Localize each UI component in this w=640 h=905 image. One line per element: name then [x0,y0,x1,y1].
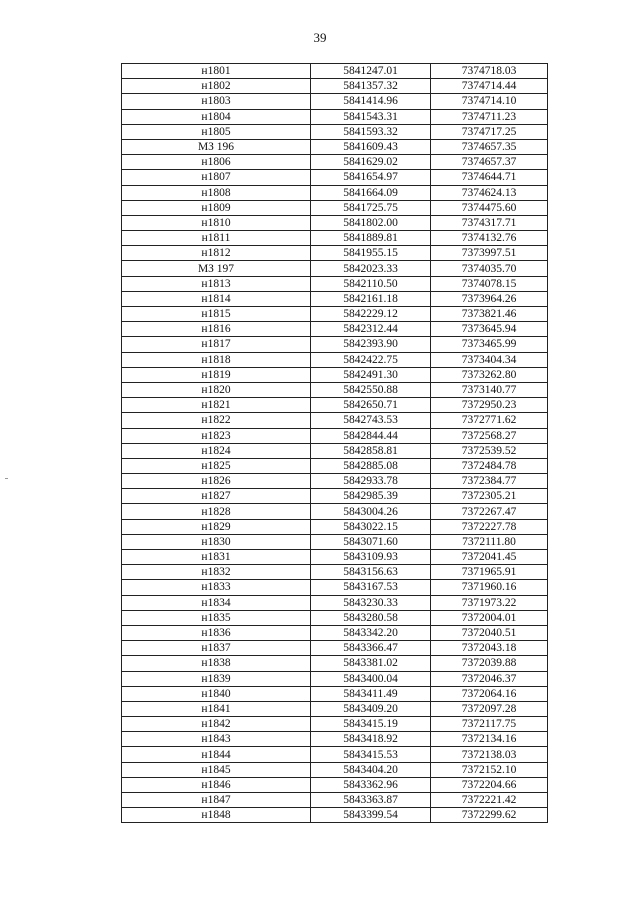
point-id-cell: н1826 [122,474,311,489]
point-id-cell: н1811 [122,231,311,246]
x-coordinate-cell: 5841247.01 [311,64,431,79]
x-coordinate-cell: 5841609.43 [311,139,431,154]
y-coordinate-cell: 7372267.47 [431,504,548,519]
point-id-cell: н1844 [122,747,311,762]
x-coordinate-cell: 5843167.53 [311,580,431,595]
point-id-cell: н1845 [122,762,311,777]
table-row [122,109,548,124]
x-coordinate-cell: 5843071.60 [311,534,431,549]
y-coordinate-cell: 7372539.52 [431,443,548,458]
table-row [122,762,548,777]
point-id-cell: н1815 [122,307,311,322]
x-coordinate-cell: 5843342.20 [311,625,431,640]
y-coordinate-cell: 7372568.27 [431,428,548,443]
y-coordinate-cell: 7372097.28 [431,701,548,716]
table-row [122,367,548,382]
table-row [122,443,548,458]
y-coordinate-cell: 7372950.23 [431,398,548,413]
point-id-cell: н1827 [122,489,311,504]
y-coordinate-cell: 7373140.77 [431,382,548,397]
x-coordinate-cell: 5841955.15 [311,246,431,261]
table-row [122,307,548,322]
x-coordinate-cell: 5842933.78 [311,474,431,489]
point-id-cell: н1839 [122,671,311,686]
x-coordinate-cell: 5843415.53 [311,747,431,762]
x-coordinate-cell: 5841629.02 [311,155,431,170]
table-row [122,322,548,337]
point-id-cell: н1840 [122,686,311,701]
table-row [122,747,548,762]
y-coordinate-cell: 7371960.16 [431,580,548,595]
x-coordinate-cell: 5841543.31 [311,109,431,124]
table-row [122,610,548,625]
table-row [122,337,548,352]
table-row [122,595,548,610]
x-coordinate-cell: 5841802.00 [311,215,431,230]
table-row [122,276,548,291]
table-row [122,413,548,428]
x-coordinate-cell: 5843381.02 [311,656,431,671]
y-coordinate-cell: 7374711.23 [431,109,548,124]
point-id-cell: н1823 [122,428,311,443]
x-coordinate-cell: 5842161.18 [311,291,431,306]
y-coordinate-cell: 7374132.76 [431,231,548,246]
point-id-cell: н1843 [122,732,311,747]
y-coordinate-cell: 7372111.80 [431,534,548,549]
table-row [122,550,548,565]
point-id-cell: МЗ 196 [122,139,311,154]
table-row [122,808,548,823]
y-coordinate-cell: 7374714.44 [431,79,548,94]
table-row [122,565,548,580]
table-row [122,656,548,671]
y-coordinate-cell: 7373465.99 [431,337,548,352]
margin-mark [5,478,8,479]
y-coordinate-cell: 7372305.21 [431,489,548,504]
table-row [122,641,548,656]
y-coordinate-cell: 7372134.16 [431,732,548,747]
y-coordinate-cell: 7372152.10 [431,762,548,777]
table-row [122,139,548,154]
y-coordinate-cell: 7374657.37 [431,155,548,170]
y-coordinate-cell: 7372117.75 [431,717,548,732]
coordinates-table-body [122,64,548,823]
x-coordinate-cell: 5841357.32 [311,79,431,94]
point-id-cell: н1808 [122,185,311,200]
table-row [122,291,548,306]
y-coordinate-cell: 7373964.26 [431,291,548,306]
point-id-cell: н1834 [122,595,311,610]
y-coordinate-cell: 7372039.88 [431,656,548,671]
y-coordinate-cell: 7372484.78 [431,458,548,473]
point-id-cell: н1820 [122,382,311,397]
x-coordinate-cell: 5842422.75 [311,352,431,367]
x-coordinate-cell: 5843366.47 [311,641,431,656]
x-coordinate-cell: 5841889.81 [311,231,431,246]
y-coordinate-cell: 7373404.34 [431,352,548,367]
y-coordinate-cell: 7374624.13 [431,185,548,200]
point-id-cell: н1838 [122,656,311,671]
table-row [122,64,548,79]
x-coordinate-cell: 5842110.50 [311,276,431,291]
table-row [122,717,548,732]
table-row [122,489,548,504]
point-id-cell: н1831 [122,550,311,565]
y-coordinate-cell: 7373645.94 [431,322,548,337]
table-row [122,200,548,215]
table-row [122,94,548,109]
point-id-cell: н1804 [122,109,311,124]
x-coordinate-cell: 5843409.20 [311,701,431,716]
y-coordinate-cell: 7372043.18 [431,641,548,656]
y-coordinate-cell: 7374078.15 [431,276,548,291]
table-row [122,793,548,808]
table-row [122,625,548,640]
x-coordinate-cell: 5842229.12 [311,307,431,322]
point-id-cell: н1812 [122,246,311,261]
x-coordinate-cell: 5841414.96 [311,94,431,109]
y-coordinate-cell: 7372041.45 [431,550,548,565]
x-coordinate-cell: 5843362.96 [311,777,431,792]
point-id-cell: н1819 [122,367,311,382]
y-coordinate-cell: 7372004.01 [431,610,548,625]
point-id-cell: н1818 [122,352,311,367]
table-row [122,534,548,549]
x-coordinate-cell: 5841725.75 [311,200,431,215]
table-row [122,261,548,276]
y-coordinate-cell: 7374317.71 [431,215,548,230]
point-id-cell: н1829 [122,519,311,534]
point-id-cell: н1806 [122,155,311,170]
table-row [122,428,548,443]
y-coordinate-cell: 7374657.35 [431,139,548,154]
point-id-cell: н1816 [122,322,311,337]
point-id-cell: н1803 [122,94,311,109]
x-coordinate-cell: 5842858.81 [311,443,431,458]
y-coordinate-cell: 7372046.37 [431,671,548,686]
table-row [122,777,548,792]
point-id-cell: н1832 [122,565,311,580]
y-coordinate-cell: 7372040.51 [431,625,548,640]
point-id-cell: н1847 [122,793,311,808]
point-id-cell: н1835 [122,610,311,625]
x-coordinate-cell: 5842550.88 [311,382,431,397]
table-row [122,732,548,747]
y-coordinate-cell: 7372064.16 [431,686,548,701]
x-coordinate-cell: 5843400.04 [311,671,431,686]
table-row [122,671,548,686]
table-row [122,79,548,94]
point-id-cell: н1841 [122,701,311,716]
point-id-cell: н1824 [122,443,311,458]
x-coordinate-cell: 5843022.15 [311,519,431,534]
x-coordinate-cell: 5842985.39 [311,489,431,504]
y-coordinate-cell: 7374644.71 [431,170,548,185]
x-coordinate-cell: 5843399.54 [311,808,431,823]
y-coordinate-cell: 7372771.62 [431,413,548,428]
table-row [122,398,548,413]
point-id-cell: н1837 [122,641,311,656]
x-coordinate-cell: 5843109.93 [311,550,431,565]
table-row [122,701,548,716]
x-coordinate-cell: 5841593.32 [311,124,431,139]
table-row [122,170,548,185]
point-id-cell: н1830 [122,534,311,549]
y-coordinate-cell: 7372221.42 [431,793,548,808]
page-number: 39 [313,30,327,45]
point-id-cell: н1807 [122,170,311,185]
y-coordinate-cell: 7372227.78 [431,519,548,534]
table-row [122,504,548,519]
y-coordinate-cell: 7372138.03 [431,747,548,762]
x-coordinate-cell: 5842743.53 [311,413,431,428]
table-row [122,519,548,534]
point-id-cell: н1801 [122,64,311,79]
x-coordinate-cell: 5843280.58 [311,610,431,625]
table-row [122,246,548,261]
x-coordinate-cell: 5842393.90 [311,337,431,352]
table-row [122,474,548,489]
table-row [122,185,548,200]
y-coordinate-cell: 7374035.70 [431,261,548,276]
table-row [122,382,548,397]
y-coordinate-cell: 7372299.62 [431,808,548,823]
point-id-cell: н1836 [122,625,311,640]
y-coordinate-cell: 7371973.22 [431,595,548,610]
table-row [122,686,548,701]
point-id-cell: н1817 [122,337,311,352]
point-id-cell: н1813 [122,276,311,291]
point-id-cell: н1828 [122,504,311,519]
x-coordinate-cell: 5843156.63 [311,565,431,580]
table-row [122,155,548,170]
x-coordinate-cell: 5843230.33 [311,595,431,610]
table-row [122,580,548,595]
y-coordinate-cell: 7372384.77 [431,474,548,489]
coordinates-table [121,63,548,823]
y-coordinate-cell: 7373262.80 [431,367,548,382]
table-row [122,458,548,473]
table-row [122,215,548,230]
point-id-cell: н1810 [122,215,311,230]
point-id-cell: н1825 [122,458,311,473]
y-coordinate-cell: 7374718.03 [431,64,548,79]
x-coordinate-cell: 5841654.97 [311,170,431,185]
point-id-cell: н1821 [122,398,311,413]
x-coordinate-cell: 5842844.44 [311,428,431,443]
x-coordinate-cell: 5842023.33 [311,261,431,276]
point-id-cell: н1814 [122,291,311,306]
y-coordinate-cell: 7372204.66 [431,777,548,792]
table-row [122,352,548,367]
x-coordinate-cell: 5842885.08 [311,458,431,473]
x-coordinate-cell: 5842491.30 [311,367,431,382]
x-coordinate-cell: 5842312.44 [311,322,431,337]
point-id-cell: н1809 [122,200,311,215]
x-coordinate-cell: 5843415.19 [311,717,431,732]
y-coordinate-cell: 7373997.51 [431,246,548,261]
point-id-cell: н1848 [122,808,311,823]
x-coordinate-cell: 5842650.71 [311,398,431,413]
table-row [122,124,548,139]
point-id-cell: н1833 [122,580,311,595]
x-coordinate-cell: 5841664.09 [311,185,431,200]
x-coordinate-cell: 5843004.26 [311,504,431,519]
x-coordinate-cell: 5843418.92 [311,732,431,747]
point-id-cell: н1842 [122,717,311,732]
table-row [122,231,548,246]
point-id-cell: н1805 [122,124,311,139]
y-coordinate-cell: 7374475.60 [431,200,548,215]
y-coordinate-cell: 7371965.91 [431,565,548,580]
x-coordinate-cell: 5843404.20 [311,762,431,777]
point-id-cell: н1822 [122,413,311,428]
x-coordinate-cell: 5843363.87 [311,793,431,808]
point-id-cell: МЗ 197 [122,261,311,276]
point-id-cell: н1802 [122,79,311,94]
x-coordinate-cell: 5843411.49 [311,686,431,701]
y-coordinate-cell: 7374717.25 [431,124,548,139]
point-id-cell: н1846 [122,777,311,792]
y-coordinate-cell: 7374714.10 [431,94,548,109]
y-coordinate-cell: 7373821.46 [431,307,548,322]
